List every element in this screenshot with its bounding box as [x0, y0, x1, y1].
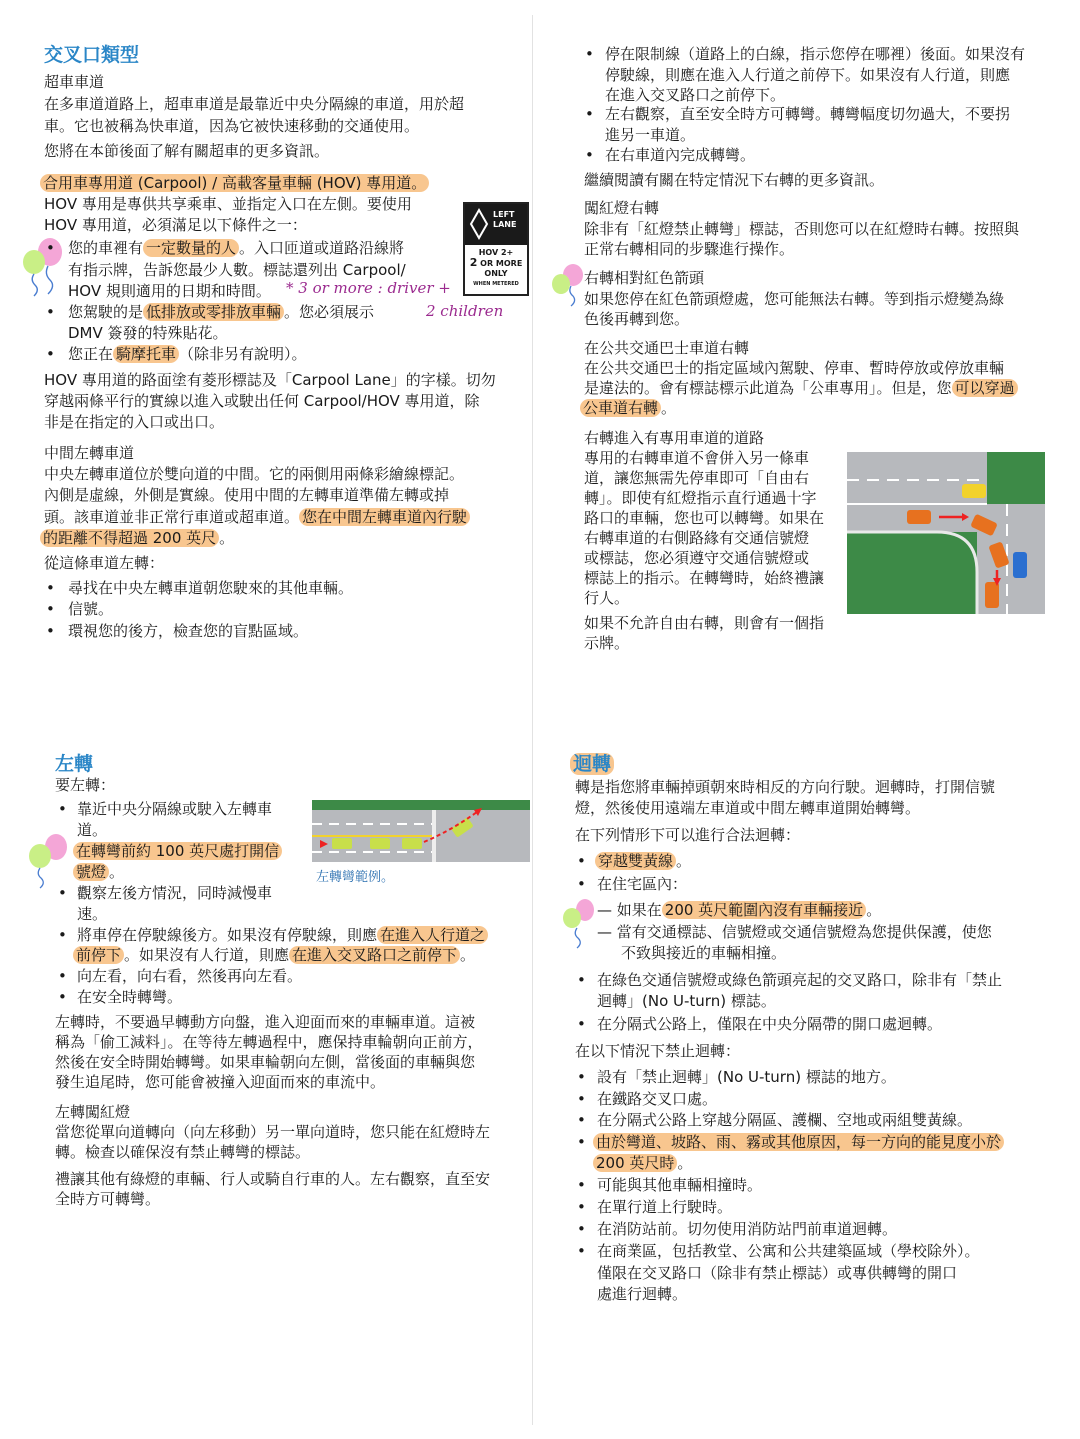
text-line: 公車道右轉 。: [580, 398, 676, 418]
text-line: — 如果在 200 英尺範圍內沒有車輛接近 。: [597, 901, 882, 919]
text-line: 您將在本節後面了解有關超車的更多資訊。: [44, 142, 330, 160]
bullet: •: [585, 45, 594, 63]
bullet: •: [577, 1242, 586, 1260]
text-line: HOV 規則適用的日期和時間。: [68, 282, 271, 300]
list-item: 信號。: [68, 600, 114, 618]
text-line: DMV 簽發的特殊貼花。: [68, 324, 228, 342]
list-item: 尋找在中央左轉車道朝您駛來的其他車輛。: [68, 579, 354, 597]
express-heading: 超車車道: [44, 73, 105, 91]
text-line: 觀察左後方情況，同時減慢車: [77, 884, 273, 902]
text-line: 將車停在停駛線後方。如果沒有停駛線，則應 在進入人行道之: [77, 925, 488, 945]
text-line: 在下列情形下可以進行合法迴轉：: [575, 826, 801, 844]
left-turn-illustration: [312, 800, 530, 862]
text-line: 速。: [77, 905, 108, 923]
sign-text: LANE: [493, 220, 517, 229]
bullet: •: [577, 1198, 586, 1216]
list-item: 環視您的後方，檢查您的盲點區域。: [68, 622, 309, 640]
page-title: 迴轉: [570, 752, 614, 776]
text-line: 左轉時，不要過早轉動方向盤，進入迎面而來的車輛車道。這被: [55, 1013, 476, 1031]
bullet: •: [46, 600, 55, 618]
text-line: 前停下 。如果沒有人行道，則應 在進入交叉路口之前停下 。: [73, 945, 475, 965]
bullet: •: [58, 926, 67, 944]
text-line: 在以下情況下禁止迴轉：: [575, 1042, 741, 1060]
text-line: 進另一車道。: [605, 126, 696, 144]
text-line: 正常右轉相同的步驟進行操作。: [584, 240, 795, 258]
text-line: 在公共交通巴士的指定區域內駕駛、停車、暫時停放或停放車輛: [584, 359, 1005, 377]
text-line: 處進行迴轉。: [597, 1285, 688, 1303]
balloon-doodle: [18, 236, 68, 302]
text-line: 標誌上的指示。在轉彎時，始終禮讓: [584, 569, 825, 587]
text-line: 在進入交叉路口之前停下。: [605, 86, 786, 104]
text-line: 向左看，向右看，然後再向左看。: [77, 967, 303, 985]
text-line: 是違法的。會有標誌標示此道為「公車專用」。但是，您 可以穿過: [584, 378, 1018, 398]
text-line: 頭。該車道並非正常行車道或超車道。 您在中間左轉車道內行駛: [44, 507, 470, 527]
red-light-heading: 闖紅燈右轉: [584, 199, 660, 217]
text-line: 內側是虛線，外側是實線。使用中間的左轉車道準備左轉或掉: [44, 486, 450, 504]
carpool-condition-1: 您的車裡有 一定數量的人 。入口匝道或道路沿線將: [68, 239, 405, 257]
balloon-doodle: [557, 897, 601, 949]
bullet: •: [46, 303, 55, 321]
text-line: 由於彎道、坡路、雨、霧或其他原因，每一方向的能見度小於: [593, 1132, 1004, 1152]
text-line: 在綠色交通信號燈或綠色箭頭亮起的交叉路口，除非有「禁止: [597, 971, 1003, 989]
text-line: 在單行道上行駛時。: [597, 1198, 733, 1216]
text-line: 除非有「紅燈禁止轉彎」標誌，否則您可以在紅燈時右轉。按照與: [584, 220, 1020, 238]
carpool-condition-3: 您正在 騎摩托車 （除非另有說明）。: [68, 345, 307, 363]
text-line: 道，讓您無需先停車即可「自由右: [584, 469, 810, 487]
text-line: 如果您停在紅色箭頭燈處，您可能無法右轉。等到指示燈變為綠: [584, 290, 1005, 308]
text-line: 行人。: [584, 589, 630, 607]
center-lane-heading: 中間左轉車道: [44, 444, 135, 462]
text-line: 發生追尾時，您可能會被撞入迎面而來的車流中。: [55, 1073, 386, 1091]
text-line: 色後再轉到您。: [584, 310, 690, 328]
bullet: •: [577, 1176, 586, 1194]
text-line: 稱為「偷工減料」。在等待左轉過程中，應保持車輪朝向正前方，: [55, 1033, 483, 1051]
text-line: 然後在安全時開始轉彎。如果車輪朝向左側，當後面的車輛與您: [55, 1053, 476, 1071]
text-line: 轉是指您將車輛掉頭朝來時相反的方向行駛。迴轉時，打開信號: [575, 778, 996, 796]
page-u-turns: [545, 732, 1080, 1439]
bullet: •: [46, 239, 55, 257]
bullet: •: [577, 875, 586, 893]
text-line: 轉」。即使有紅燈指示直行通過十字: [584, 489, 817, 507]
text-line: 穿越兩條平行的實線以進入或駛出任何 Carpool/HOV 專用道，除: [44, 392, 480, 410]
text-line: 有指示牌，告訴您最少人數。標誌還列出 Carpool/: [68, 261, 406, 279]
red-arrow-heading: 右轉相對紅色箭頭: [584, 269, 705, 287]
text-line: 在安全時轉彎。: [77, 988, 183, 1006]
text-line: 燈，然後使用遠端左車道或中間左轉車道開始轉彎。: [575, 799, 921, 817]
bullet: •: [58, 988, 67, 1006]
sign-text: HOV 2+: [478, 248, 514, 258]
text-line: 轉。檢查以確保沒有禁止轉彎的標誌。: [55, 1143, 311, 1161]
text-line: 不致與接近的車輛相撞。: [621, 944, 787, 962]
handwritten-note: * 3 or more : driver +: [286, 279, 451, 297]
text-line: 停在限制線（道路上的白線，指示您停在哪裡）後面。如果沒有: [605, 45, 1026, 63]
page-left-turns: [0, 732, 535, 1439]
text-line: 號燈 。: [73, 862, 124, 882]
text-line: 停駛線，則應在進入人行道之前停下。如果沒有人行道，則應: [605, 66, 1011, 84]
text-line: 在轉彎前約 100 英尺處打開信: [73, 841, 282, 861]
bullet: •: [577, 1068, 586, 1086]
bullet: •: [577, 1133, 586, 1151]
bullet: •: [577, 1090, 586, 1108]
text-line: 在住宅區內：: [597, 875, 688, 893]
text-line: 在商業區，包括教堂、公寓和公共建築區域（學校除外）。: [597, 1242, 980, 1260]
text-line: 全時方可轉彎。: [55, 1190, 161, 1208]
text-line: 路口的車輛，您也可以轉彎。如果在: [584, 509, 825, 527]
dedicated-lane-heading: 右轉進入有專用車道的道路: [584, 429, 765, 447]
bullet: •: [58, 884, 67, 902]
bullet: •: [577, 971, 586, 989]
hov-lane-sign: [463, 202, 529, 296]
sign-text: ONLY: [484, 269, 508, 279]
sign-text: 2: [469, 256, 478, 270]
bullet: •: [46, 345, 55, 363]
sign-text: LEFT: [493, 210, 515, 219]
text-line: 右轉車道的右側路緣有交通信號燈: [584, 529, 810, 547]
text-line: 200 英尺時 。: [593, 1153, 692, 1173]
text-line: 或標誌，您必須遵守交通信號燈或: [584, 549, 810, 567]
sign-text: OR MORE: [480, 259, 523, 269]
bullet: •: [577, 1015, 586, 1033]
bullet: •: [577, 852, 586, 870]
page-title: 交叉口類型: [44, 44, 140, 66]
text-line: — 當有交通標誌、信號燈或交通信號燈為您提供保護，使您: [597, 923, 992, 941]
text-line: 的距離不得超過 200 英尺 。: [40, 528, 234, 548]
text-line: 在分隔式公路上，僅限在中央分隔帶的開口處迴轉。: [597, 1015, 943, 1033]
text-line: 僅限在交叉路口（除非有禁止標誌）或專供轉彎的開口: [597, 1264, 958, 1282]
bullet: •: [577, 1220, 586, 1238]
text-line: 繼續閱讀有關在特定情況下右轉的更多資訊。: [584, 171, 885, 189]
text-line: 如果不允許自由右轉，則會有一個指: [584, 614, 825, 632]
text-line: 在鐵路交叉口處。: [597, 1090, 718, 1108]
page-intersection-types: [0, 0, 535, 715]
bullet: •: [577, 1111, 586, 1129]
bullet: •: [585, 105, 594, 123]
text-line: 車。它也被稱為快車道，因為它被快速移動的交通使用。: [44, 117, 420, 135]
text-line: 道。: [77, 821, 108, 839]
text-line: 可能與其他車輛相撞時。: [597, 1176, 763, 1194]
text-line: 非是在指定的入口或出口。: [44, 413, 225, 431]
sign-text: WHEN METERED: [473, 281, 519, 288]
text-line: 從這條車道左轉：: [44, 554, 165, 572]
text-line: 禮讓其他有綠燈的車輛、行人或騎自行車的人。左右觀察，直至安: [55, 1170, 491, 1188]
bullet: •: [46, 622, 55, 640]
handwritten-note: 2 children: [426, 302, 504, 320]
text-line: 設有「禁止迴轉」(No U-turn) 標誌的地方。: [597, 1068, 896, 1086]
bullet: •: [58, 967, 67, 985]
text-line: 中央左轉車道位於雙向道的中間。它的兩側用兩條彩繪線標記。: [44, 465, 465, 483]
carpool-condition-2: 您駕駛的是 低排放或零排放車輛 。您必須展示: [68, 303, 375, 321]
bullet: •: [46, 579, 55, 597]
text-line: 當您從單向道轉向（向左移動）另一單向道時，您只能在紅燈時左: [55, 1123, 491, 1141]
left-red-heading: 左轉闖紅燈: [55, 1103, 131, 1121]
text-line: 在消防站前。切勿使用消防站門前車道迴轉。: [597, 1220, 898, 1238]
text-line: HOV 專用道的路面塗有菱形標誌及「Carpool Lane」的字樣。切勿: [44, 371, 496, 389]
figure-caption: 左轉彎範例。: [316, 870, 395, 885]
bus-lane-heading: 在公共交通巴士車道右轉: [584, 339, 750, 357]
page-right-turns: [545, 0, 1080, 715]
text-line: 在多車道道路上，超車車道是最靠近中央分隔線的車道，用於超: [44, 95, 465, 113]
text-line: 專用的右轉車道不會併入另一條車: [584, 449, 810, 467]
text-line: 在分隔式公路上穿越分隔區、護欄、空地或兩組雙黃線。: [597, 1111, 973, 1129]
text-line: 示牌。: [584, 634, 630, 652]
text-line: 靠近中央分隔線或駛入左轉車: [77, 800, 273, 818]
text-line: 左右觀察，直至安全時方可轉彎。轉彎幅度切勿過大，不要拐: [605, 105, 1011, 123]
text-line: 迴轉」(No U-turn) 標誌。: [597, 992, 776, 1010]
text-line: 在右車道內完成轉彎。: [605, 146, 756, 164]
carpool-heading: 合用車專用道 (Carpool) / 高載客量車輛 (HOV) 專用道。: [40, 173, 429, 193]
right-turn-illustration: [847, 452, 1045, 614]
text-line: HOV 專用道，必須滿足以下條件之一：: [44, 216, 307, 234]
bullet: •: [58, 800, 67, 818]
text-line: HOV 專用是專供共享乘車、並指定入口在左側。要使用: [44, 195, 412, 213]
bullet: •: [585, 146, 594, 164]
text-line: 穿越雙黃線 。: [595, 851, 691, 871]
page-title: 左轉: [55, 753, 94, 775]
text-line: 要左轉：: [55, 776, 116, 794]
